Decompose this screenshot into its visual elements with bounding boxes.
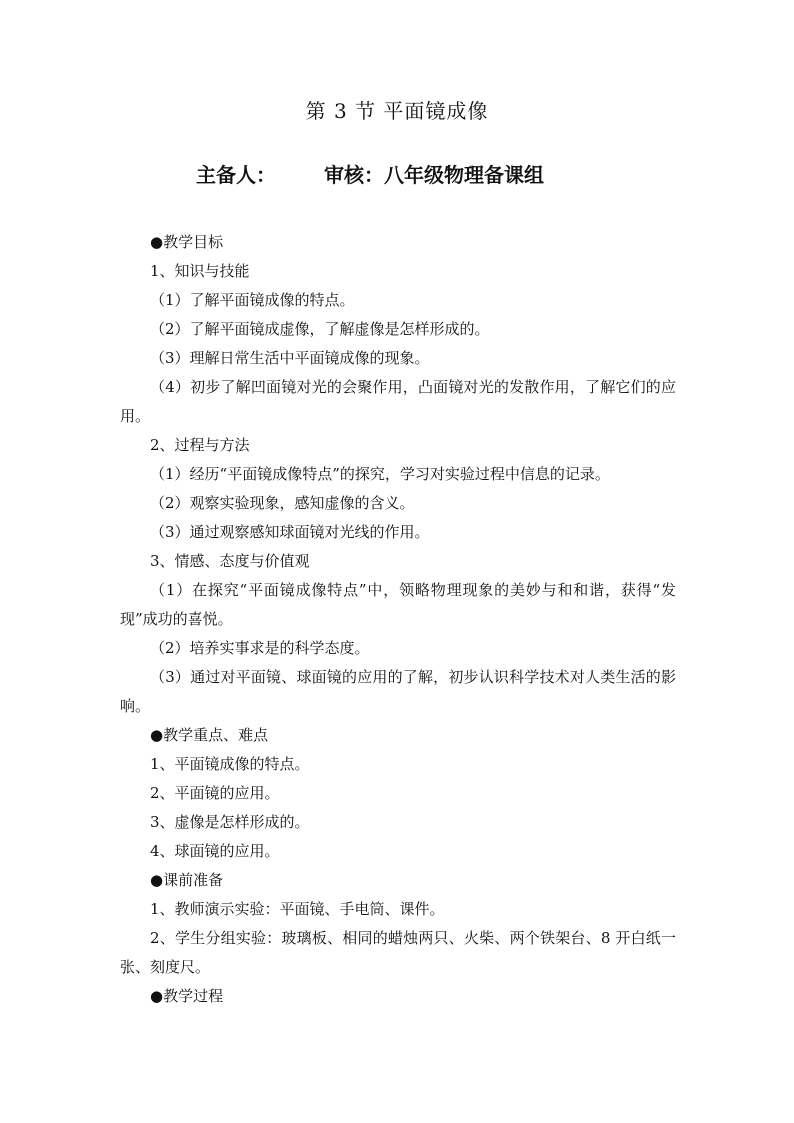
paragraph: 1、教师演示实验：平面镜、手电筒、课件。 (150, 900, 445, 918)
paragraph: （1）经历“平面镜成像特点”的探究，学习对实验过程中信息的记录。 (150, 465, 610, 483)
paragraph: 3、虚像是怎样形成的。 (150, 813, 310, 831)
paragraph: 2、过程与方法 (150, 436, 250, 454)
paragraph: 3、情感、态度与价值观 (150, 552, 310, 570)
paragraph: 1、平面镜成像的特点。 (150, 755, 310, 773)
document-body (120, 228, 676, 1011)
paragraph: 1、知识与技能 (150, 262, 250, 280)
paragraph: ●教学目标 (150, 233, 224, 251)
paragraph: （1）在探究“平面镜成像特点”中，领略物理现象的美妙与和和谐，获得“发现”成功的喜悦。 (120, 581, 676, 628)
paragraph: （2）观察实验现象，感知虚像的含义。 (150, 494, 415, 512)
paragraph: 2、平面镜的应用。 (150, 784, 280, 802)
page-title: 第 3 节 平面镜成像 (305, 99, 489, 123)
paragraph: （3）通过观察感知球面镜对光线的作用。 (150, 523, 430, 541)
reviewer-label: 审核：八年级物理备课组 (324, 163, 544, 187)
paragraph: （3）通过对平面镜、球面镜的应用的了解，初步认识科学技术对人类生活的影响。 (120, 668, 676, 715)
paragraph: 2、学生分组实验：玻璃板、相同的蜡烛两只、火柴、两个铁架台、8 开白纸一张、刻度尺。 (120, 929, 676, 976)
preparer-label: 主备人： (196, 163, 276, 187)
paragraph: （1）了解平面镜成像的特点。 (150, 291, 355, 309)
authors-line (196, 160, 544, 190)
paragraph: ●教学过程 (150, 987, 224, 1005)
paragraph: 4、球面镜的应用。 (150, 842, 280, 860)
paragraph: （3）理解日常生活中平面镜成像的现象。 (150, 349, 430, 367)
paragraph: （2）培养实事求是的科学态度。 (150, 639, 370, 657)
paragraph: （2）了解平面镜成虚像，了解虚像是怎样形成的。 (150, 320, 490, 338)
paragraph: ●课前准备 (150, 871, 224, 889)
paragraph: （4）初步了解凹面镜对光的会聚作用，凸面镜对光的发散作用，了解它们的应用。 (120, 378, 676, 425)
paragraph: ●教学重点、难点 (150, 726, 269, 744)
